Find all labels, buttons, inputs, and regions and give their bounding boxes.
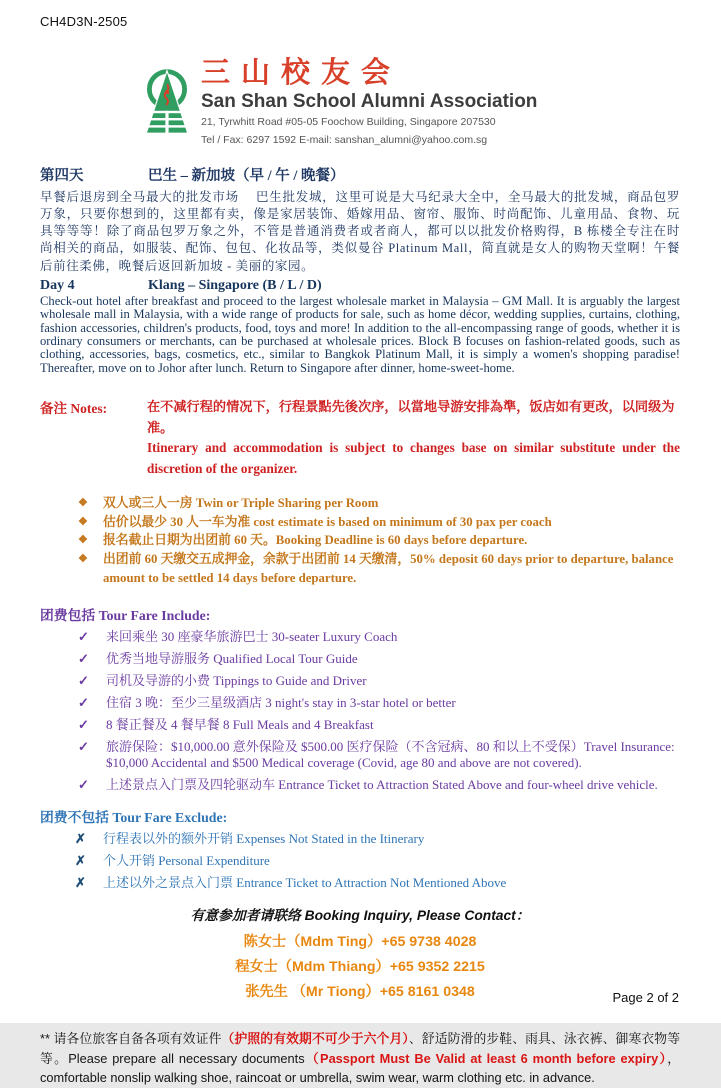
include-item (40, 717, 680, 733)
day-header-chinese (40, 164, 680, 185)
org-address: 21, Tyrwhitt Road #05-05 Foochow Building, Singapore 207530 (201, 116, 496, 129)
org-name-english: San Shan School Alumni Association (201, 91, 538, 113)
notes-label: 备注 Notes: (40, 401, 108, 417)
condition-item (40, 513, 680, 532)
footnote-text: 、舒适防滑的步鞋、雨具、泳衣裤、御寒衣物等等。Please prepare all necessary documents (40, 1031, 681, 1066)
footnote-text: ** 请各位旅客自备各项有效证件 (40, 1031, 222, 1047)
school-crest-icon (143, 59, 191, 145)
include-item (40, 651, 680, 667)
exclude-text: 上述以外之景点入门票 Entrance Ticket to Attraction Not Mentioned Above (103, 875, 507, 891)
check-icon: ✓ (78, 629, 89, 645)
contact-line: 张先生 （Mr Tiong）+65 8161 0348 (245, 984, 475, 1001)
day-route-cn: 巴生 – 新加坡（早 / 午 / 晚餐） (148, 167, 345, 184)
condition-item (40, 531, 680, 550)
footnote-passport-warning-en: （Passport Must Be Valid at least 6 month before expiry） (304, 1050, 668, 1066)
exclude-text: 个人开销 Personal Expenditure (103, 853, 270, 869)
booking-heading: 有意参加者请联络 Booking Inquiry, Please Contact： (190, 908, 530, 924)
letterhead-text (201, 57, 537, 149)
include-item (40, 673, 680, 689)
document-body (0, 164, 721, 1088)
day-header-english (40, 278, 680, 294)
include-item (40, 695, 680, 711)
cross-icon: ✗ (75, 853, 86, 869)
preparation-footnote (40, 1029, 680, 1088)
condition-item (40, 550, 680, 587)
footnote-text: ，comfortable nonslip walking shoe, raincoat or umbrella, swim wear, warm clothing etc. in advance. (40, 1050, 681, 1086)
booking-contact-section (40, 904, 680, 1005)
check-icon: ✓ (78, 777, 89, 793)
org-name-chinese: 三山校友会 (201, 57, 402, 89)
diamond-bullet-icon: ❖ (78, 515, 88, 528)
exclude-item (40, 831, 680, 847)
tour-fare-exclude-list (40, 831, 680, 891)
check-icon: ✓ (78, 651, 89, 667)
diamond-bullet-icon: ❖ (78, 534, 88, 547)
include-text: 上述景点入门票及四轮驱动车 Entrance Ticket to Attraction Stated Above and four-wheel drive vehicle. (106, 777, 658, 793)
condition-text: 双人或三人一房 Twin or Triple Sharing per Room (103, 496, 379, 511)
diamond-bullet-icon: ❖ (78, 497, 88, 510)
include-text: 优秀当地导游服务 Qualified Local Tour Guide (106, 651, 358, 667)
letterhead (143, 57, 721, 149)
check-icon: ✓ (78, 717, 89, 733)
include-text: 司机及导游的小费 Tippings to Guide and Driver (106, 673, 367, 689)
exclude-item (40, 875, 680, 891)
notes-text-english: Itinerary and accommodation is subject to changes base on similar substitute under the discretion of the organizer. (147, 440, 680, 476)
conditions-list (40, 494, 680, 587)
diamond-bullet-icon: ❖ (78, 552, 88, 565)
notes-text-chinese: 在不减行程的情况下，行程景點先後次序，以當地导游安排為準，饭店如有更改，以同级为准。 (147, 399, 675, 435)
document-code: CH4D3N-2505 (40, 14, 128, 29)
booking-contacts (40, 930, 680, 1005)
cross-icon: ✗ (75, 831, 86, 847)
notes-text (147, 397, 680, 479)
exclude-item (40, 853, 680, 869)
tour-fare-include-title: 团费包括 Tour Fare Include: (40, 608, 211, 624)
page-number: Page 2 of 2 (612, 990, 679, 1005)
exclude-text: 行程表以外的额外开销 Expenses Not Stated in the Itinerary (103, 831, 425, 847)
check-icon: ✓ (78, 673, 89, 689)
check-icon: ✓ (78, 695, 89, 711)
itinerary-paragraph-english: Check-out hotel after breakfast and proceed to the largest wholesale market in Malaysia – GM Mall. It is arguably the largest wholesale mall in Malaysia, with a wide range of products for sale, such as home décor, wedding supplies, curtains, clothing, fashion accessories, children's products, food, toys and more! In addition to the all-encompassing range of goods, whether it is ordinary consumers or merchants, can be purchased at wholesale prices. Block B focuses on fashion-related goods, such as clothing, accessories, bags, cosmetics, etc., similar to Bangkok Platinum Mall, it is simply a women's shopping paradise! Thereafter, move on to Johor after lunch. Return to Singapore after dinner, home-sweet-home. (40, 293, 680, 375)
condition-item (40, 494, 680, 513)
day-route-en: Klang – Singapore (B / L / D) (148, 277, 322, 293)
itinerary-paragraph-chinese: 早餐后退房到全马最大的批发市场 巴生批发城，这里可说是大马纪录大全中，全马最大的批发城，商品包罗万象，只要你想到的，这里都有卖，像是家居装饰、婚嫁用品、窗帘、服饰、时尚配饰、儿童用品、食物、玩具等等等！除了商品包罗万象之外，不管是普通消费者或者商人，都可以以批发价格购得，B 栋楼全专注在时尚相关的商品，如服装、配饰、包包、化妆品等，类似曼谷 Platinum Mall，简直就是女人的购物天堂啊！午餐后前往柔佛，晚餐后返回新加坡 - 美丽的家园。 (40, 189, 680, 273)
condition-text: 报名截止日期为出团前 60 天。Booking Deadline is 60 days before departure. (103, 533, 528, 548)
include-item (40, 777, 680, 793)
contact-line: 陈女士（Mdm Ting）+65 9738 4028 (243, 934, 477, 951)
include-text: 住宿 3 晚：至少三星级酒店 3 night's stay in 3-star hotel or better (106, 695, 456, 711)
condition-text: 估价以最少 30 人一车为准 cost estimate is based on minimum of 30 pax per coach (103, 514, 552, 529)
day-label-cn: 第四天 (40, 167, 84, 184)
day-label-en: Day 4 (40, 277, 75, 293)
notes-section (40, 397, 680, 479)
include-item (40, 629, 680, 645)
tour-fare-exclude-section (40, 806, 680, 891)
include-text: 8 餐正餐及 4 餐早餐 8 Full Meals and 4 Breakfast (106, 717, 374, 733)
cross-icon: ✗ (75, 875, 86, 891)
tour-fare-include-section (40, 604, 680, 793)
check-icon: ✓ (78, 739, 89, 755)
include-item (40, 739, 680, 771)
org-tel-email: Tel / Fax: 6297 1592 E-mail: sanshan_alumni@yahoo.com.sg (201, 133, 488, 146)
footnote-passport-warning-cn: （护照的有效期不可少于六个月） (221, 1031, 409, 1047)
contact-line: 程女士（Mdm Thiang）+65 9352 2215 (235, 959, 485, 976)
condition-text: 出团前 60 天缴交五成押金，余款于出团前 14 天缴清，50% deposit 60 days prior to departure, balance amount to be settled 14 days before departure. (103, 551, 674, 585)
tour-fare-exclude-title: 团费不包括 Tour Fare Exclude: (40, 810, 228, 826)
tour-fare-include-list (40, 629, 680, 793)
include-text: 旅游保险：$10,000.00 意外保险及 $500.00 医疗保险（不含冠病、80 和以上不受保）Travel Insurance: $10,000 Accidental and $500 Medical coverage (Covid, age 80 and above are not covered). (106, 739, 675, 771)
include-text: 来回乘坐 30 座豪华旅游巴士 30-seater Luxury Coach (106, 629, 398, 645)
